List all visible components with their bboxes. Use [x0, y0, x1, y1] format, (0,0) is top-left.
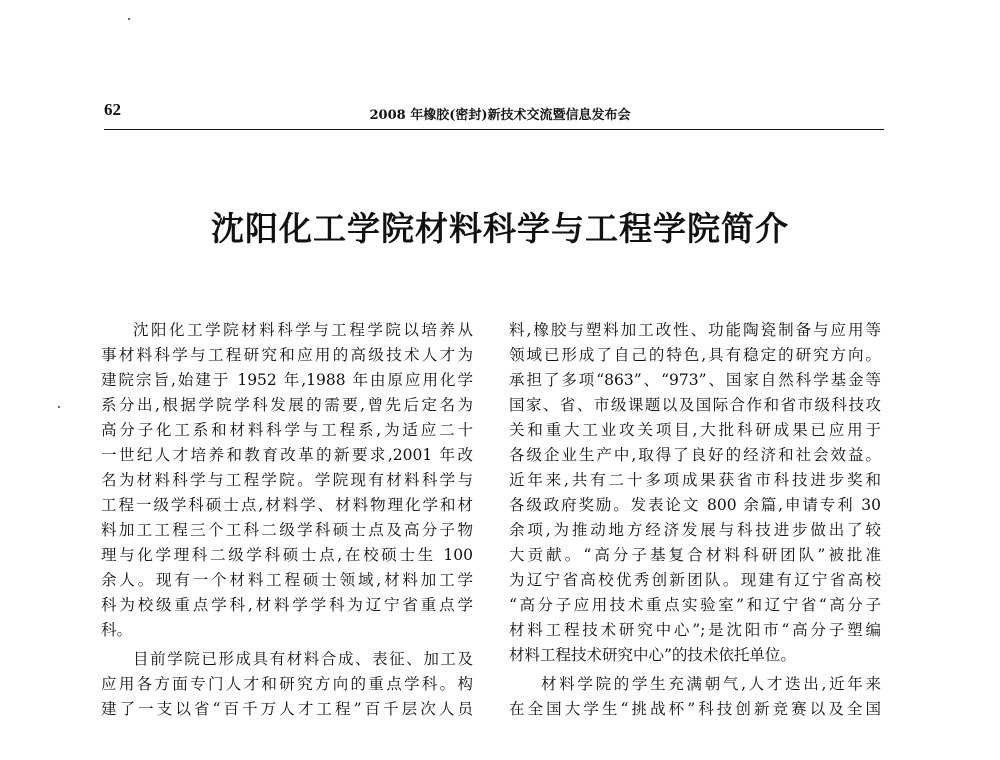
- text-line: 名为材料科学与工程学院。学院现有材料科学与: [101, 471, 473, 489]
- text-line: 一世纪人才培养和教育改革的新要求,2001 年改: [101, 446, 473, 464]
- text-line: 为辽宁省高校优秀创新团队。现建有辽宁省高校: [509, 571, 881, 589]
- text-line: 各级政府奖励。发表论文 800 余篇,申请专利 30: [509, 496, 881, 514]
- left-paragraph-1: [101, 318, 473, 643]
- right-paragraph-2: [509, 672, 881, 722]
- text-line: 国家、省、市级课题以及国际合作和省市级科技攻: [509, 396, 881, 414]
- text-line: 余项,为推动地方经济发展与科技进步做出了较: [509, 521, 881, 539]
- text-line: 在全国大学生“挑战杯”科技创新竞赛以及全国: [509, 700, 881, 718]
- text-line: 大贡献。“高分子基复合材料科研团队”被批准: [509, 546, 881, 564]
- text-line: 关和重大工业攻关项目,大批科研成果已应用于: [509, 421, 881, 439]
- right-column: [509, 318, 881, 722]
- text-line: 科。: [101, 621, 133, 639]
- text-line: 料,橡胶与塑料加工改性、功能陶瓷制备与应用等: [509, 321, 881, 339]
- left-column: [101, 318, 473, 722]
- text-line: 工程一级学科硕士点,材料学、材料物理化学和材: [101, 496, 473, 514]
- text-line: 余人。现有一个材料工程硕士领域,材料加工学: [101, 571, 473, 589]
- text-line: 应用各方面专门人才和研究方向的重点学科。构: [101, 675, 473, 693]
- text-line: 各级企业生产中,取得了良好的经济和社会效益。: [509, 446, 881, 464]
- text-line: 高分子化工系和材料科学与工程系,为适应二十: [101, 421, 473, 439]
- text-line: 材料工程技术研究中心”的技术依托单位。: [509, 646, 796, 664]
- text-line: 承担了多项“863”、“973”、国家自然科学基金等: [509, 371, 881, 389]
- text-line: 近年来,共有二十多项成果获省市科技进步奖和: [509, 471, 881, 489]
- article-title: 沈阳化工学院材料科学与工程学院简介: [211, 209, 789, 248]
- text-line: “高分子应用技术重点实验室”和辽宁省“高分子: [509, 596, 881, 614]
- left-paragraph-2: [101, 647, 473, 722]
- text-line: 目前学院已形成具有材料合成、表征、加工及: [133, 650, 473, 668]
- running-header: 2008 年橡胶(密封)新技术交流暨信息发布会: [369, 108, 631, 123]
- text-line: 理与化学理科二级学科硕士点,在校硕士生 100: [101, 546, 473, 564]
- scan-speck: [128, 18, 130, 20]
- text-line: 沈阳化工学院材料科学与工程学院以培养从: [133, 321, 473, 339]
- text-line: 料加工工程三个工科二级学科硕士点及高分子物: [101, 521, 473, 539]
- text-line: 领域已形成了自己的特色,具有稳定的研究方向。: [509, 346, 881, 364]
- page-number: 62: [104, 100, 121, 119]
- text-line: 材料工程技术研究中心”;是沈阳市“高分子塑编: [509, 621, 881, 639]
- right-paragraph-1: [509, 318, 881, 668]
- text-line: 材料学院的学生充满朝气,人才迭出,近年来: [541, 675, 881, 693]
- text-line: 科为校级重点学科,材料学学科为辽宁省重点学: [101, 596, 473, 614]
- text-line: 建了一支以省“百千万人才工程”百千层次人员: [101, 700, 473, 718]
- text-line: 建院宗旨,始建于 1952 年,1988 年由原应用化学: [101, 371, 473, 389]
- text-line: 事材料科学与工程研究和应用的高级技术人才为: [101, 346, 473, 364]
- header-rule: [104, 129, 884, 130]
- scan-speck: [58, 406, 60, 408]
- text-line: 系分出,根据学院学科发展的需要,曾先后定名为: [101, 396, 473, 414]
